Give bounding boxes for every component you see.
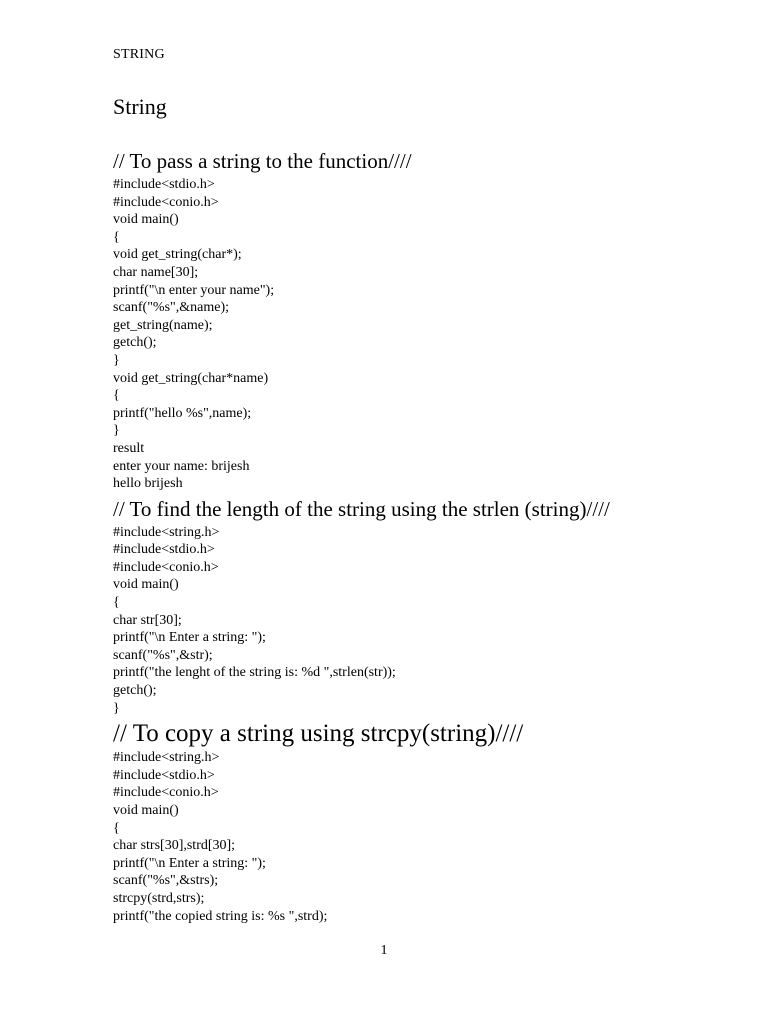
code-line: result <box>113 440 145 456</box>
page-header: STRING <box>113 47 165 62</box>
code-line: char strs[30],strd[30]; <box>113 838 236 854</box>
section-heading: // To find the length of the string using the strlen (string)//// <box>113 496 610 521</box>
code-line: #include<string.h> <box>113 524 220 540</box>
code-line: scanf("%s",&strs); <box>113 873 219 889</box>
document-title: String <box>113 94 167 119</box>
code-line: printf("\n Enter a string: "); <box>113 630 266 646</box>
code-line: #include<conio.h> <box>113 194 219 210</box>
code-line: { <box>113 229 120 245</box>
code-line: printf("the lenght of the string is: %d ",strlen(str)); <box>113 665 396 681</box>
document-body <box>113 145 733 925</box>
section-heading: // To pass a string to the function//// <box>113 149 412 173</box>
code-line: #include<stdio.h> <box>113 542 215 558</box>
code-line: printf("hello %s",name); <box>113 405 252 421</box>
code-line: void main() <box>113 803 179 818</box>
code-line: void get_string(char*name) <box>113 370 269 386</box>
code-line: { <box>113 388 120 404</box>
code-line: char str[30]; <box>113 612 182 628</box>
section-heading: // To copy a string using strcpy(string)//// <box>113 720 524 748</box>
code-line: printf("\n enter your name"); <box>113 282 275 298</box>
code-line: #include<stdio.h> <box>113 767 215 783</box>
code-line: scanf("%s",&name); <box>113 300 229 316</box>
code-line: char name[30]; <box>113 264 199 280</box>
code-line: { <box>113 595 120 611</box>
code-line: void main() <box>113 577 179 593</box>
code-line: printf("the copied string is: %s ",strd); <box>113 908 328 924</box>
code-line: void get_string(char*); <box>113 247 242 263</box>
code-line: hello brijesh <box>113 476 183 492</box>
code-line: getch(); <box>113 335 157 351</box>
code-line: enter your name: brijesh <box>113 458 250 474</box>
code-line: #include<stdio.h> <box>113 177 215 192</box>
code-line: } <box>113 700 120 716</box>
code-line: strcpy(strd,strs); <box>113 890 205 906</box>
code-line: { <box>113 820 120 836</box>
code-line: #include<string.h> <box>113 750 220 766</box>
page-number: 1 <box>380 943 388 958</box>
code-line: void main() <box>113 212 179 228</box>
code-line: scanf("%s",&str); <box>113 647 213 663</box>
code-line: get_string(name); <box>113 317 213 333</box>
code-line: printf("\n Enter a string: "); <box>113 855 266 871</box>
code-line: #include<conio.h> <box>113 559 219 575</box>
code-line: getch(); <box>113 683 157 699</box>
code-line: } <box>113 352 120 368</box>
code-line: } <box>113 423 120 439</box>
code-line: #include<conio.h> <box>113 785 219 801</box>
